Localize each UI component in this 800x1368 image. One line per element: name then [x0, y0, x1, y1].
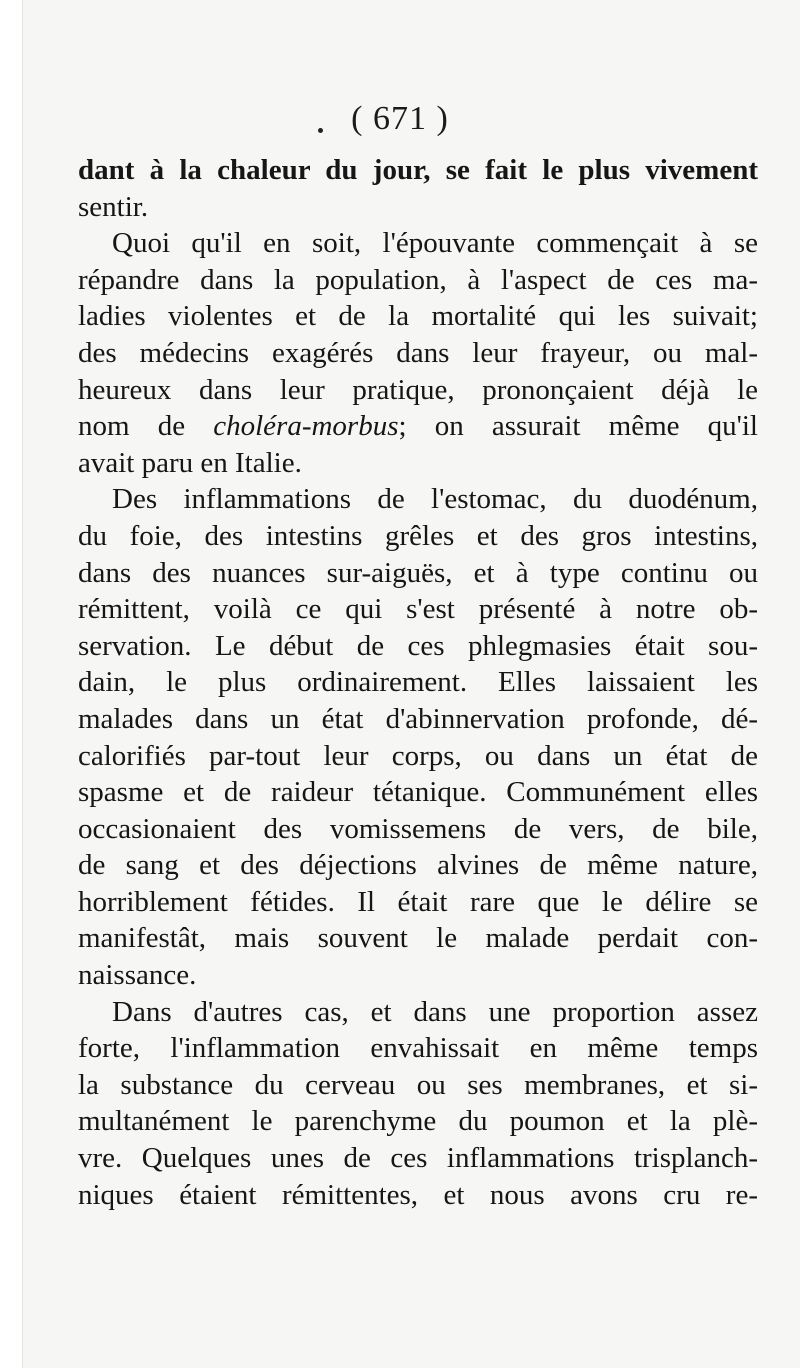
text-line: naissance. — [78, 959, 197, 992]
text-line: malades dans un état d'abinnervation profonde, dé- — [78, 702, 758, 735]
text-line: multanément le parenchyme du poumon et la plè- — [78, 1105, 758, 1138]
text-line: dain, le plus ordinairement. Elles laissaient les — [78, 666, 758, 699]
text-line: des médecins exagérés dans leur frayeur, ou mal- — [78, 336, 758, 369]
text-line: servation. Le début de ces phlegmasies était sou- — [78, 629, 758, 662]
text-line: dans des nuances sur-aiguës, et à type continu ou — [78, 556, 758, 589]
page-number: ( 671 ) — [351, 100, 449, 137]
text-line: rémittent, voilà ce qui s'est présenté à notre ob- — [78, 593, 758, 626]
text-line: horriblement fétides. Il était rare que le délire se — [78, 885, 758, 918]
text-line: heureux dans leur pratique, prononçaient déjà le — [78, 373, 758, 406]
text-line: ladies violentes et de la mortalité qui les suivait; — [78, 300, 758, 333]
text-line: avait paru en Italie. — [78, 446, 302, 479]
italic-term: choléra-morbus — [213, 410, 399, 443]
text-line: Des inflammations de l'estomac, du duodénum, — [112, 483, 758, 516]
text-line: manifestât, mais souvent le malade perdait con- — [78, 922, 758, 955]
text-line: Dans d'autres cas, et dans une proportion assez — [112, 995, 758, 1028]
text-line — [78, 408, 758, 445]
text-segment: nom de — [78, 410, 214, 443]
text-segment: ; on assurait même qu'il — [398, 410, 758, 443]
text-line: dant à la chaleur du jour, se fait le plus vivement — [78, 154, 758, 186]
text-line: du foie, des intestins grêles et des gros intestins, — [78, 519, 758, 552]
text-line: calorifiés par-tout leur corps, ou dans un état de — [78, 739, 758, 772]
text-line: de sang et des déjections alvines de même nature, — [78, 849, 758, 882]
body-text — [78, 152, 758, 1213]
text-line: Quoi qu'il en soit, l'épouvante commençait à se — [112, 227, 758, 260]
text-line: la substance du cerveau ou ses membranes, et si- — [78, 1068, 758, 1101]
page-gutter — [0, 0, 23, 1368]
text-line: répandre dans la population, à l'aspect de ces ma- — [78, 263, 758, 296]
text-line: sentir. — [78, 190, 149, 223]
text-line: spasme et de raideur tétanique. Communément elles — [78, 776, 758, 809]
text-line: niques étaient rémittentes, et nous avons cru re- — [78, 1178, 758, 1211]
text-line: vre. Quelques unes de ces inflammations trisplanch- — [78, 1142, 758, 1175]
text-line: occasionaient des vomissemens de vers, de bile, — [78, 812, 758, 845]
text-line: forte, l'inflammation envahissait en même temps — [78, 1032, 758, 1065]
